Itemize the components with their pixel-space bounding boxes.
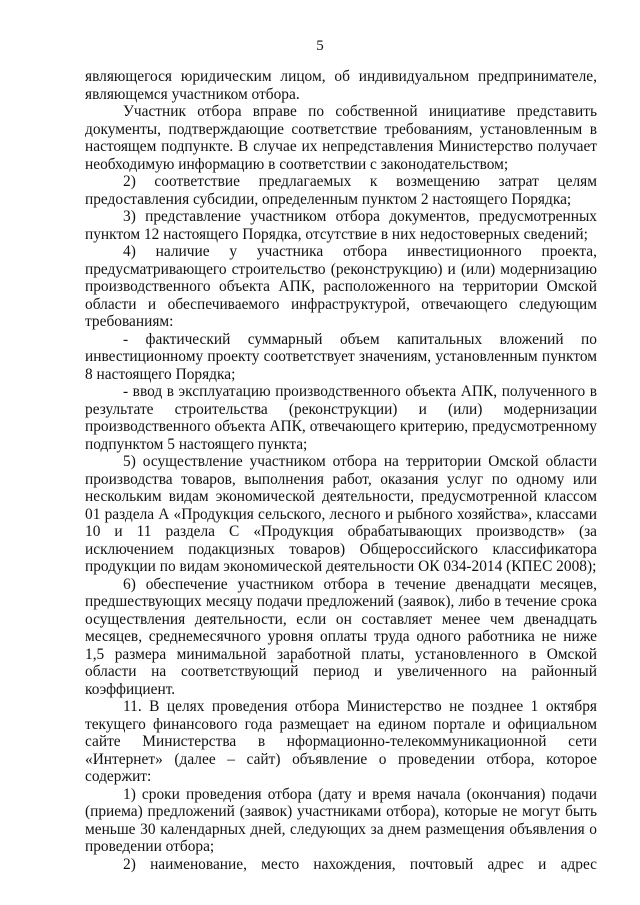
paragraph-item-5: 5) осуществление участником отбора на территории Омской области производства товаров, выполнения работ, оказания услуг по одному или нескольким видам экономической деятельности, предусмотренной классом 01 раздела А «Продукция сельского, лесного и рыбного хозяйства», классами 10 и 11 раздела С «Продукция обрабатывающих производств» (за исключением подакцизных товаров) Общероссийского классификатора продукции по видам экономической деятельности ОК 034-2014 (КПЕС 2008); bbox=[85, 453, 597, 575]
paragraph-item-4: 4) наличие у участника отбора инвестиционного проекта, предусматривающего строительство (реконструкцию) и (или) модернизацию производственного объекта АПК, расположенного на территории Омской области и обеспечиваемого инфраструктурой, отвечающего следующим требованиям: bbox=[85, 243, 597, 330]
paragraph-item-4-dash-2: - ввод в эксплуатацию производственного объекта АПК, полученного в результате строительства (реконструкции) и (или) модернизации производственного объекта АПК, отвечающего критерию, предусмотренному подпунктом 5 настоящего пункта; bbox=[85, 383, 597, 453]
paragraph-section-11-item-1: 1) сроки проведения отбора (дату и время начала (окончания) подачи (приема) предложений (заявок) участниками отбора), которые не могут быть меньше 30 календарных дней, следующих за днем размещения объявления о проведении отбора; bbox=[85, 785, 597, 855]
page-number: 5 bbox=[316, 38, 324, 54]
paragraph-item-3: 3) представление участником отбора документов, предусмотренных пунктом 12 настоящего Порядка, отсутствие в них недостоверных сведений; bbox=[85, 208, 597, 243]
paragraph-participant-initiative: Участник отбора вправе по собственной инициативе представить документы, подтверждающие соответствие требованиям, установленным в настоящем подпункте. В случае их непредставления Министерство получает необходимую информацию в соответствии с законодательством; bbox=[85, 103, 597, 173]
paragraph-item-4-dash-1: - фактический суммарный объем капитальных вложений по инвестиционному проекту соответствует значениям, установленным пунктом 8 настоящего Порядка; bbox=[85, 330, 597, 383]
paragraph-item-2: 2) соответствие предлагаемых к возмещению затрат целям предоставления субсидии, определенным пунктом 2 настоящего Порядка; bbox=[85, 173, 597, 208]
document-body bbox=[85, 68, 597, 873]
paragraph-section-11: 11. В целях проведения отбора Министерство не позднее 1 октября текущего финансового года размещает на едином портале и официальном сайте Министерства в нформационно-телекоммуникационной сети «Интернет» (далее – сайт) объявление о проведении отбора, которое содержит: bbox=[85, 698, 597, 785]
paragraph-continuation: являющегося юридическим лицом, об индивидуальном предпринимателе, являющемся участником отбора. bbox=[85, 68, 597, 103]
paragraph-item-6: 6) обеспечение участником отбора в течение двенадцати месяцев, предшествующих месяцу подачи предложений (заявок), либо в течение срока осуществления деятельности, если он составляет менее чем двенадцать месяцев, среднемесячного уровня оплаты труда одного работника не ниже 1,5 размера минимальной заработной платы, установленного в Омской области на соответствующий период и увеличенного на районный коэффициент. bbox=[85, 575, 597, 698]
paragraph-section-11-item-2: 2) наименование, место нахождения, почтовый адрес и адрес bbox=[123, 855, 597, 873]
